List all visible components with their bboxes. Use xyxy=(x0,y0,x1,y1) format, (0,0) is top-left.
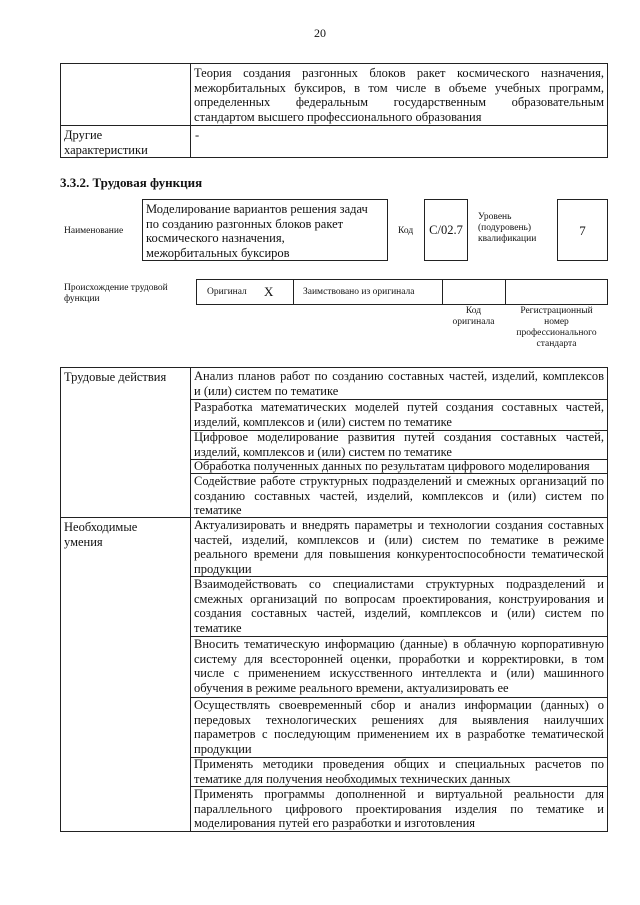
function-name: Моделирование вариантов решения задач по созданию разгонных блоков ракет космического назначения, межорбитальных буксиров xyxy=(146,202,368,260)
theory-line: Теория создания разгонных блоков ракет космического назначения, xyxy=(194,66,604,80)
level-label: Уровень (подуровень) квалификации xyxy=(478,212,537,244)
name-label: Наименование xyxy=(64,226,124,236)
skill-item: Вносить тематическую информацию (данные) в облачную корпоративную систему для всесторонней оценки, проработки и корректировки, в том числе с применением искусственного интеллекта и (или) машинного обучения в режиме реального времени, актуализировать ее xyxy=(194,637,604,695)
code-value: С/02.7 xyxy=(429,223,463,237)
labor-actions-label: Трудовые действия xyxy=(64,370,167,384)
skill-item: Осуществлять своевременный сбор и анализ информации (данных) о передовых технологических решениях для выявления наилучших параметров с последующим применением их в разработке тематической продукции xyxy=(194,698,604,756)
labor-action-item: Содействие работе структурных подразделений и смежных организаций по созданию составных частей, изделий, комплексов и (или) систем по тематике xyxy=(194,474,604,517)
other-characteristics-label: Другие характеристики xyxy=(64,128,148,157)
labor-action-item: Разработка математических моделей путей создания составных частей, изделий, комплексов и (или) систем по тематике xyxy=(194,400,604,429)
code-original-caption: Код оригинала xyxy=(452,306,495,327)
skill-item: Актуализировать и внедрять параметры и технологии создания составных частей, изделий, комплексов и (или) систем по тематике в режиме реального времени для повышения конкурентоспособности тематической продукции xyxy=(194,518,604,576)
original-mark: X xyxy=(264,284,274,299)
level-value: 7 xyxy=(579,223,586,238)
skill-item: Применять методики проведения общих и специальных расчетов по тематике для получения необходимых технических данных xyxy=(194,757,604,786)
labor-action-item: Обработка полученных данных по результатам цифрового моделирования xyxy=(194,459,590,473)
section-title: 3.3.2. Трудовая функция xyxy=(60,175,203,190)
skills-label: Необходимые умения xyxy=(64,520,138,549)
labor-action-item: Цифровое моделирование развития путей создания составных частей, изделий, комплексов и (или) систем по тематике xyxy=(194,430,604,459)
other-characteristics-value: - xyxy=(195,128,200,142)
theory-line: межорбитальных буксиров, в том числе в объеме учебных программ, xyxy=(194,80,604,95)
labor-action-item: Анализ планов работ по созданию составных частей, изделий, комплексов и (или) систем по тематике xyxy=(194,369,604,398)
theory-cell xyxy=(194,66,604,124)
page-number: 20 xyxy=(314,26,326,40)
registration-caption: Регистрационный номер профессионального стандарта xyxy=(516,306,597,349)
theory-line: стандартом высшего профессионального образования xyxy=(194,109,482,124)
borrowed-label: Заимствовано из оригинала xyxy=(303,287,415,297)
skill-item: Взаимодействовать со специалистами структурных подразделений и смежных организаций по вопросам проектирования, конструирования и создания составных частей, изделий, комплексов и (или) систем по тематике xyxy=(194,577,604,635)
skill-item: Применять программы дополненной и виртуальной реальности для параллельного цифрового проектирования изделия по тематике и моделирования путей его разработки и изготовления xyxy=(194,787,604,830)
origin-label: Происхождение трудовой функции xyxy=(64,283,168,304)
original-label: Оригинал xyxy=(207,287,247,297)
code-label: Код xyxy=(398,226,414,236)
theory-line: определенных федеральным государственным образовательным xyxy=(194,95,604,109)
